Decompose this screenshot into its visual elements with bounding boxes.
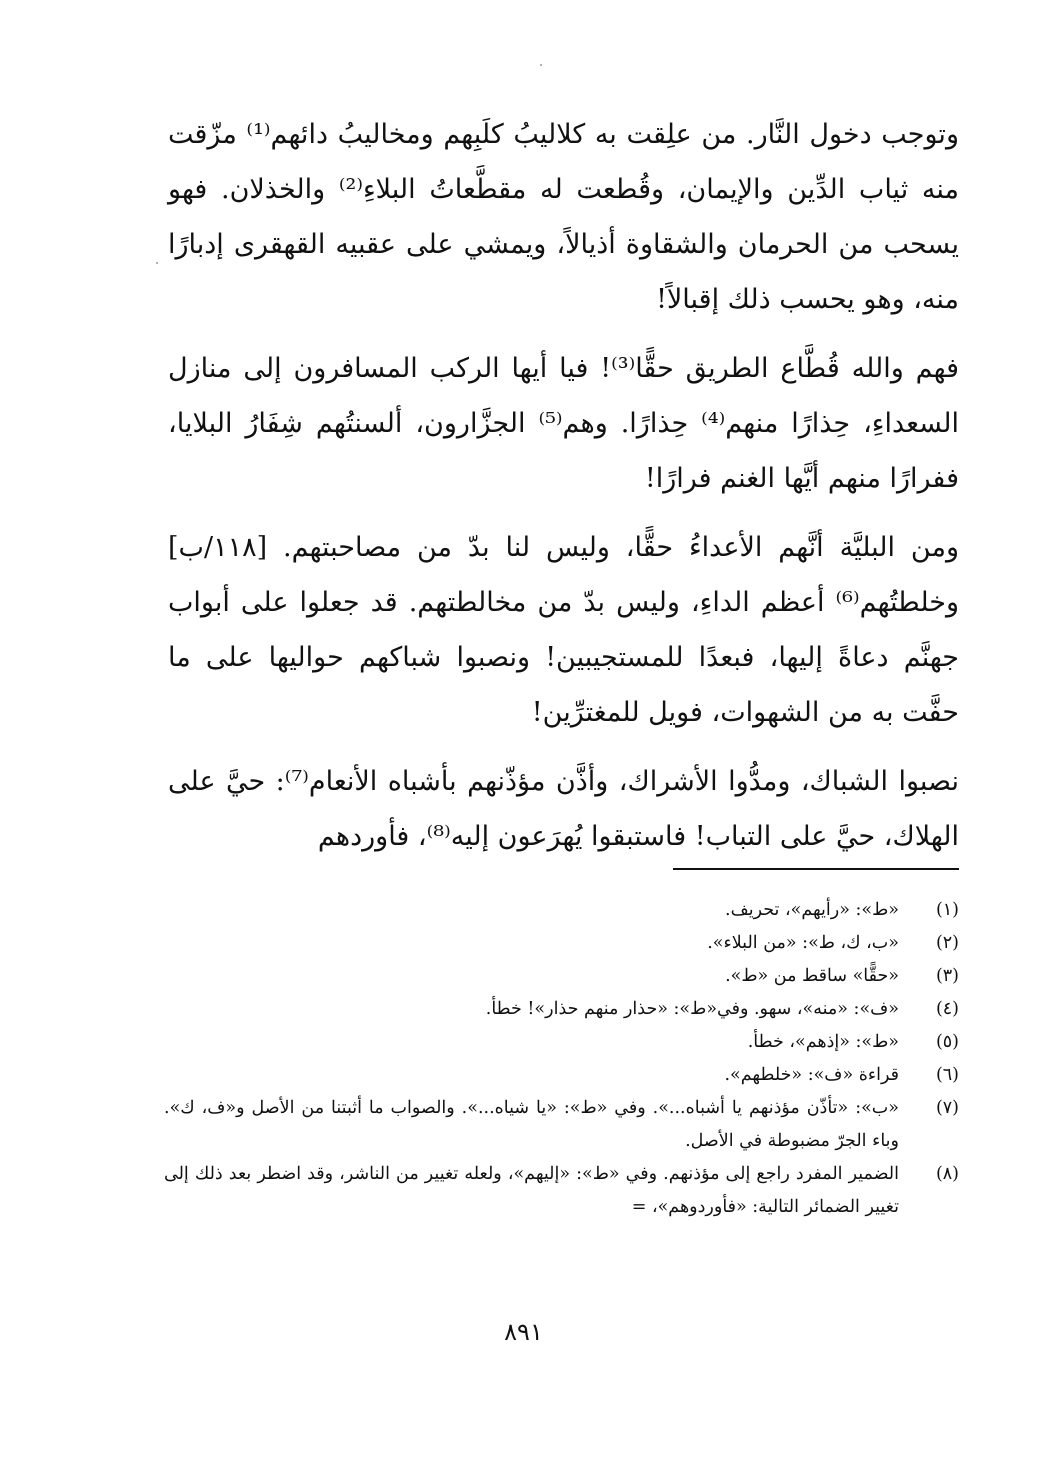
footnote-text: «ب، ك، ط»: «من البلاء». — [707, 933, 899, 953]
paragraph-2: فهم والله قُطَّاع الطريق حقًّا⁽³⁾! فيا أيها الركب المسافرون إلى منازل السعداءِ، حِذارًا منهم⁽⁴⁾ حِذارًا. وهم⁽⁵⁾ الجزَّارون، ألسنتُهم شِفَارُ البلايا، ففرارًا منهم أيَّها الغنم فرارًا! — [168, 353, 959, 494]
paragraph-4: نصبوا الشباك، ومدُّوا الأشراك، وأذَّن مؤذّنهم بأشباه الأنعام⁽⁷⁾: حيَّ على الهلاك، حيَّ على التباب! فاستبقوا يُهرَعون إليه⁽⁸⁾، فأوردهم — [168, 766, 959, 852]
footnote-number: (٧) — [935, 1098, 959, 1118]
footnote-divider — [673, 868, 959, 870]
footnote-8 — [164, 1158, 959, 1224]
footnote-text: «ب»: «تأذّن مؤذنهم يا أشباه...». وفي «ط»: «يا شياه...». والصواب ما أثبتنا من الأصل و«ف، ك». وباء الجرّ مضبوطة في الأصل. — [164, 1098, 899, 1151]
footnote-number: (١) — [935, 900, 959, 920]
scan-speck — [540, 64, 542, 66]
scan-speck — [156, 262, 158, 264]
footnote-text: «ط»: «إذهم»، خطأ. — [747, 1032, 899, 1052]
footnote-7 — [164, 1092, 959, 1158]
page-number: ٨٩١ — [504, 1318, 543, 1346]
footnote-text: قراءة «ف»: «خلطهم». — [724, 1065, 899, 1085]
footnote-text: الضمير المفرد راجع إلى مؤذنهم. وفي «ط»: «إليهم»، ولعله تغيير من الناشر، وقد اضطر بعد ذلك إلى تغيير الضمائر التالية: «فأوردوهم»، = — [164, 1164, 899, 1217]
footnote-text: «حقًّا» ساقط من «ط». — [725, 966, 899, 986]
footnote-number: (٣) — [935, 966, 959, 986]
footnote-number: (٤) — [935, 999, 959, 1019]
footnote-1 — [164, 894, 959, 927]
footnote-4 — [164, 993, 959, 1026]
footnote-6 — [164, 1059, 959, 1092]
footnote-5 — [164, 1026, 959, 1059]
footnotes — [164, 894, 959, 1224]
paragraph-1: وتوجب دخول النَّار. من علِقت به كلاليبُ كلَبِهم ومخاليبُ دائهم⁽¹⁾ مزّقت منه ثياب الدِّين والإيمان، وقُطعت له مقطَّعاتُ البلاءِ⁽²⁾ والخذلان. فهو يسحب من الحرمان والشقاوة أذيالاً، ويمشي على عقبيه القهقرى إدبارًا منه، وهو يحسب ذلك إقبالاً! — [168, 119, 960, 315]
footnote-number: (٥) — [935, 1032, 959, 1052]
footnote-number: (٨) — [935, 1164, 959, 1184]
footnote-text: «ط»: «رأيهم»، تحريف. — [725, 900, 899, 920]
footnote-number: (٦) — [935, 1065, 959, 1085]
footnote-2 — [164, 927, 959, 960]
footnote-text: «ف»: «منه»، سهو. وفي«ط»: «حذار منهم حذار»! خطأ. — [485, 999, 899, 1019]
paragraph-3: ومن البليَّة أنَّهم الأعداءُ حقًّا، وليس لنا بدّ من مصاحبتهم. [١١٨/ب] وخلطتُهم⁽⁶⁾ أعظم الداءِ، وليس بدّ من مخالطتهم. قد جعلوا على أبواب جهنَّم دعاةً إليها، فبعدًا للمستجيبين! ونصبوا شباكهم حواليها على ما حفَّت به من الشهوات، فويل للمغترِّين! — [168, 532, 959, 728]
footnote-number: (٢) — [935, 933, 959, 953]
footnote-3 — [164, 960, 959, 993]
main-text — [168, 107, 959, 864]
